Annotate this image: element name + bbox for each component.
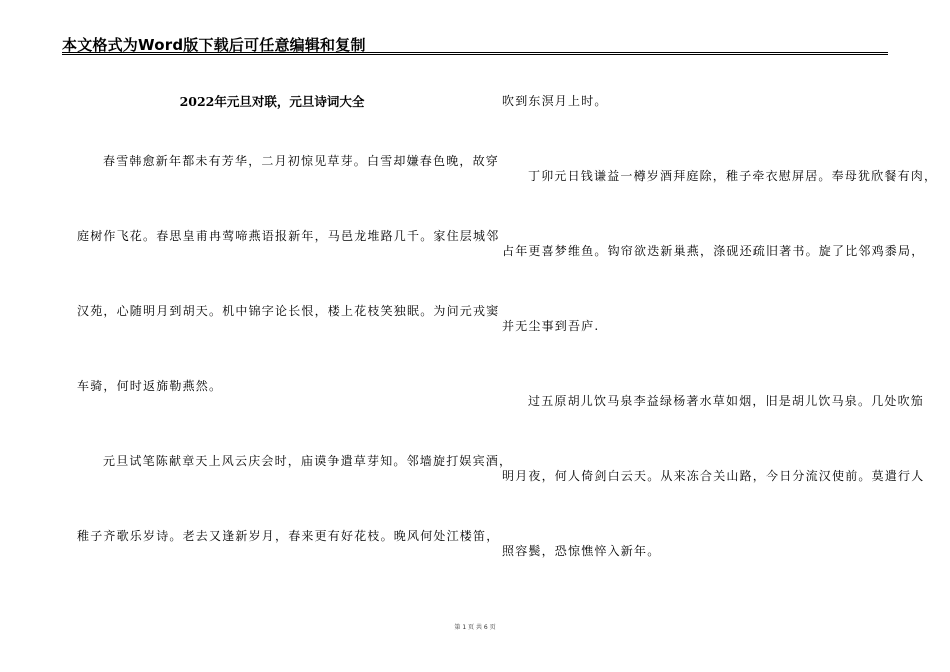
document-header-banner: 本文格式为Word版下载后可任意编辑和复制 bbox=[62, 36, 366, 54]
right-paragraph-line: 并无尘事到吾庐. bbox=[502, 319, 600, 333]
header-divider bbox=[62, 52, 888, 53]
document-title: 2022年元旦对联，元旦诗词大全 bbox=[179, 94, 365, 109]
left-paragraph-line: 稚子齐歌乐岁诗。老去又逢新岁月，春来更有好花枝。晚风何处江楼笛， bbox=[77, 529, 500, 543]
right-paragraph-line: 明月夜，何人倚剑白云天。从来冻合关山路，今日分流汉使前。莫遣行人 bbox=[502, 469, 925, 483]
right-paragraph-line: 过五原胡儿饮马泉李益绿杨著水草如烟，旧是胡儿饮马泉。几处吹笳 bbox=[528, 394, 925, 408]
left-paragraph-line: 春雪韩愈新年都未有芳华，二月初惊见草芽。白雪却嫌春色晚，故穿 bbox=[103, 154, 500, 168]
header-divider-secondary bbox=[62, 54, 888, 55]
right-paragraph-line: 占年更喜梦维鱼。钩帘欲迭新巢燕，涤砚还疏旧著书。旋了比邻鸡黍局， bbox=[502, 244, 925, 258]
left-paragraph-line: 元旦试笔陈献章天上风云庆会时，庙谟争遣草芽知。邻墙旋打娱宾酒， bbox=[103, 454, 513, 468]
left-paragraph-line: 汉苑，心随明月到胡天。机中锦字论长恨，楼上花枝笑独眠。为问元戎窦 bbox=[77, 304, 500, 318]
page-number: 第 1 页 共 6 页 bbox=[454, 624, 496, 631]
right-paragraph-line: 丁卯元日钱谦益一樽岁酒拜庭除，稚子牵衣慰屏居。奉母犹欣餐有肉， bbox=[528, 169, 938, 183]
right-paragraph-line: 照容鬓，恐惊憔悴入新年。 bbox=[502, 544, 661, 558]
left-paragraph-line: 车骑，何时返旆勒燕然。 bbox=[77, 379, 223, 393]
right-paragraph-line: 吹到东溟月上时。 bbox=[502, 94, 608, 108]
left-paragraph-line: 庭树作飞花。春思皇甫冉莺啼燕语报新年，马邑龙堆路几千。家住层城邻 bbox=[77, 229, 500, 243]
